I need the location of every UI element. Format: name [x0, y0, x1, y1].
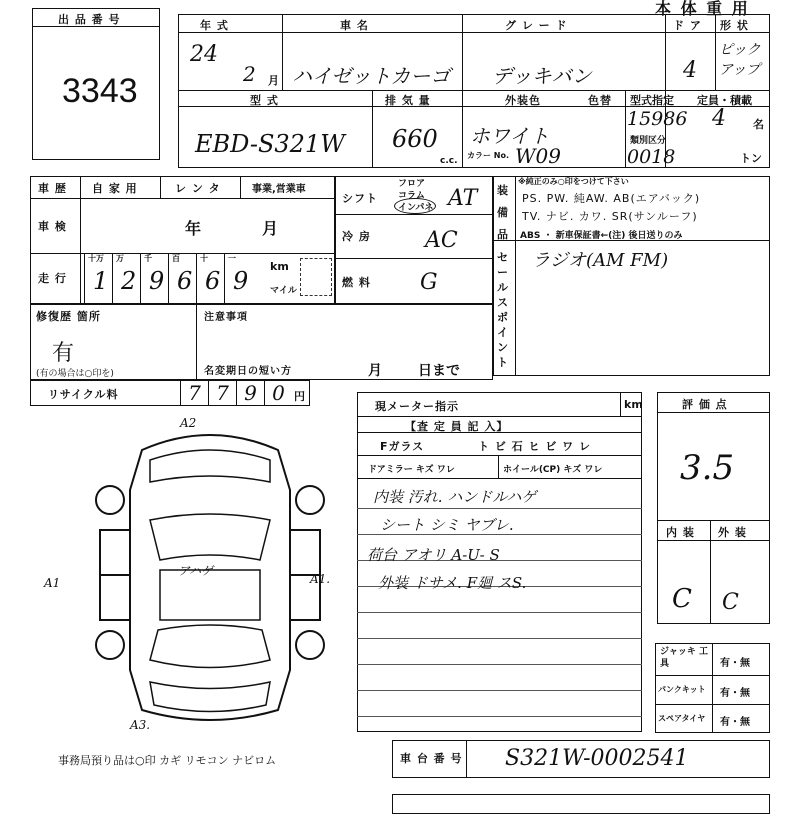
capacity-unit: 名	[753, 118, 764, 131]
bottom-table	[392, 794, 770, 814]
grade-header: グ レ ー ド	[505, 19, 568, 32]
class-label: 類別区分	[630, 136, 667, 146]
recycle-digit: 7	[180, 380, 208, 406]
mirror-label: ドアミラー キズ ワレ	[368, 465, 455, 475]
history-rental[interactable]: レ ン タ	[175, 182, 221, 195]
mileage-digit: 2	[121, 267, 137, 295]
exterior-grade: C	[722, 590, 739, 615]
inspector-note-2: シート シミ ヤブレ.	[380, 516, 514, 534]
wheel-label: ホイール(CP) キズ ワレ	[503, 465, 603, 475]
diagram-right-note: A1.	[310, 572, 331, 586]
inspector-note-4: 外装 ドサメ. F廻 スS.	[378, 574, 527, 592]
owner-label: 本 体 重 用	[655, 0, 750, 18]
type-designation: 15986	[627, 108, 688, 130]
note-rule	[357, 508, 642, 509]
mileage-digit-cell	[140, 253, 169, 303]
glass-label: Fガラス	[380, 440, 425, 453]
shift-panel[interactable]: インパネ	[398, 203, 434, 213]
inspector-note-3: 荷台 アオリ A-U- S	[367, 546, 500, 564]
model-header: 型 式	[250, 94, 279, 107]
grade-value: デッキバン	[492, 64, 592, 88]
office-note: 事務局預り品は○印 カギ リモコン ナビロム	[58, 754, 277, 767]
shift-circle	[394, 198, 436, 214]
shift-column[interactable]: コラム	[398, 191, 425, 201]
inspector-title: 【査 定 員 記 入】	[405, 420, 509, 433]
mileage-unit-label: 千	[144, 254, 152, 263]
repair-note: (有の場合は○印を)	[36, 369, 114, 379]
ac-label: 冷 房	[342, 230, 371, 243]
mileage-unit-label: 百	[172, 254, 180, 263]
repair-label: 修復歴 箇所	[36, 310, 101, 323]
mileage-label: 走 行	[38, 272, 67, 285]
history-private[interactable]: 自 家 用	[92, 182, 138, 195]
tool-spare-value[interactable]: 有・無	[720, 717, 750, 728]
name-change-month: 月	[368, 363, 383, 379]
equipment-line3: ABS ・ 新車保証書←(注) 後日送りのみ	[520, 231, 683, 241]
repair-value: 有	[52, 341, 75, 366]
color-header: 外装色	[505, 94, 541, 107]
mileage-digit-cell	[196, 253, 225, 303]
caution-label: 注意事項	[204, 312, 248, 323]
mileage-digit: 1	[93, 267, 109, 295]
shift-label: シフト	[342, 192, 378, 205]
capacity-value: 4	[712, 106, 726, 131]
tool-puncture-value[interactable]: 有・無	[720, 688, 750, 699]
year-value: 24	[190, 42, 218, 67]
sales-point-label: セールスポイント	[497, 251, 508, 369]
interior-grade: C	[672, 584, 692, 614]
shift-value: AT	[448, 186, 478, 211]
mileage-digit-cell	[168, 253, 197, 303]
inspection-month: 月	[262, 219, 280, 238]
tool-jack-label: ジャッキ 工 具	[660, 647, 708, 669]
inspector-note-1: 内装 汚れ. ハンドルハゲ	[373, 488, 537, 506]
cc-unit: c.c.	[440, 156, 458, 166]
month-unit: 月	[268, 74, 279, 87]
meter-unit: km	[624, 398, 643, 411]
recycle-unit: 円	[294, 390, 305, 403]
recycle-digit: 9	[236, 380, 264, 406]
equipment-label: 装 備 品	[497, 184, 508, 241]
inspection-label: 車 検	[38, 220, 67, 233]
shift-floor[interactable]: フロア	[398, 179, 426, 189]
displacement-header: 排 気 量	[385, 94, 431, 107]
name-change-day: 日まで	[418, 363, 460, 379]
month-value: 2	[243, 62, 256, 86]
mileage-unit-label: 十万	[88, 254, 104, 263]
diagram-bottom-note: A3.	[130, 718, 151, 732]
equipment-table	[493, 176, 770, 376]
score-value: 3.5	[680, 448, 735, 488]
mileage-digit-cell	[224, 253, 253, 303]
capacity-header: 定員・積載	[697, 94, 752, 107]
tool-jack-value[interactable]: 有・無	[720, 658, 750, 669]
car-name: ハイゼットカーゴ	[292, 64, 451, 88]
history-label: 車 歴	[38, 182, 67, 195]
doors-value: 4	[683, 58, 697, 83]
note-rule	[357, 716, 642, 717]
mileage-unit-label: 十	[200, 254, 208, 263]
mileage-digit: 6	[205, 267, 221, 295]
color-value: ホワイト	[470, 124, 550, 148]
mileage-digit: 9	[149, 267, 165, 295]
name-change-label: 名変期日の短い方	[204, 366, 292, 377]
chassis-number: S321W-0002541	[505, 746, 689, 771]
note-rule	[357, 664, 642, 665]
glass-options: ト ビ 石 ヒ ビ ワ レ	[478, 440, 591, 453]
mileage-digit-cell	[112, 253, 141, 303]
color-no-label: カラー No.	[467, 151, 510, 160]
type-designation-header: 型式指定	[630, 94, 674, 107]
equipment-line1: PS. PW. 純AW. AB(エアバック)	[522, 192, 701, 205]
fuel-value: G	[420, 270, 438, 295]
lot-number: 3343	[62, 72, 138, 110]
mile-unit: マイル	[270, 286, 297, 296]
equipment-note: ※純正のみ○印をつけて下さい	[518, 177, 629, 186]
recycle-label: リサイクル料	[48, 388, 119, 401]
fuel-label: 燃 料	[342, 276, 371, 289]
history-business[interactable]: 事業,営業車	[252, 184, 306, 195]
diagram-left-note: A1	[44, 576, 61, 590]
mileage-unit-label: 万	[116, 254, 124, 263]
shape-header: 形 状	[720, 19, 749, 32]
note-rule	[357, 612, 642, 613]
diagram-top-note: A2	[180, 416, 197, 430]
tool-puncture-label: パンクキット	[658, 685, 706, 694]
exterior-label: 外 装	[718, 526, 747, 539]
color-change-header: 色替	[588, 94, 612, 107]
mileage-box	[300, 258, 332, 296]
recycle-digit: 0	[264, 380, 292, 406]
chassis-label: 車 台 番 号	[400, 752, 463, 765]
mileage-digit: 6	[177, 267, 193, 295]
shape-value: ピック アップ	[719, 42, 761, 78]
year-header: 年 式	[200, 19, 229, 32]
doors-header: ド ア	[673, 19, 702, 32]
mileage-unit-label: 一	[228, 254, 236, 263]
diagram-center-note: アハゲ	[178, 564, 214, 578]
score-label: 評 価 点	[682, 398, 728, 411]
class-value: 0018	[627, 146, 676, 168]
color-no: W09	[515, 144, 562, 168]
lot-label: 出 品 番 号	[58, 13, 121, 26]
inspection-year: 年	[185, 219, 203, 238]
note-rule	[357, 690, 642, 691]
displacement-value: 660	[392, 125, 438, 153]
recycle-digit: 7	[208, 380, 236, 406]
name-header: 車 名	[340, 19, 369, 32]
equipment-line2: TV. ナビ. カワ. SR(サンルーフ)	[522, 210, 698, 223]
ac-value: AC	[425, 228, 458, 253]
km-unit: km	[270, 260, 289, 273]
load-unit: トン	[740, 152, 762, 165]
sales-point-value: ラジオ(AM FM)	[532, 250, 669, 271]
interior-label: 内 装	[666, 526, 695, 539]
meter-label: 現メーター指示	[375, 400, 459, 413]
tool-spare-label: スペアタイヤ	[658, 714, 706, 723]
note-rule	[357, 638, 642, 639]
car-diagram	[80, 420, 340, 740]
mileage-digit: 9	[233, 267, 249, 295]
model-value: EBD-S321W	[195, 130, 345, 158]
mileage-digit-cell	[84, 253, 113, 303]
